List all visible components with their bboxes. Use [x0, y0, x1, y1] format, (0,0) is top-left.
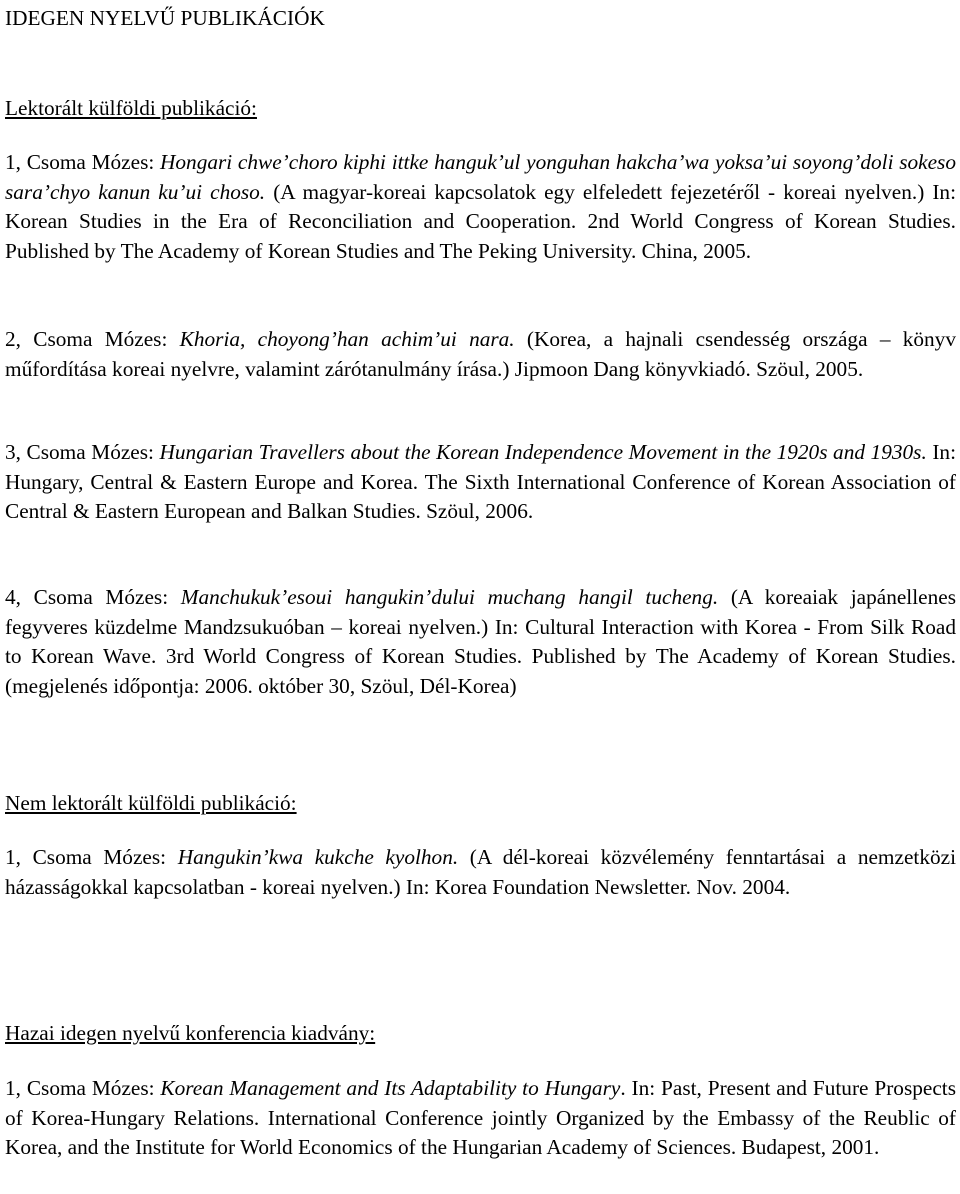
entry-work-title: Hongari chwe’choro kiphi ittke hanguk’ul yonguhan hakcha’wa yoksa’ui soyong’doli sokeso sara’chyo kanun ku’ui choso.: [5, 150, 956, 204]
entry-work-title: Korean Management and Its Adaptability to Hungary: [160, 1076, 621, 1100]
section-heading-nonreviewed-foreign: Nem lektorált külföldi publikáció:: [5, 791, 297, 815]
publication-entry: [5, 325, 956, 384]
section-heading-reviewed-foreign: Lektorált külföldi publikáció:: [5, 96, 257, 120]
publication-entry: [5, 843, 956, 902]
entry-author: 4, Csoma Mózes:: [5, 585, 181, 609]
entry-work-title: Hangukin’kwa kukche kyolhon.: [177, 845, 459, 869]
section-heading-domestic-conference: Hazai idegen nyelvű konferencia kiadvány:: [5, 1021, 376, 1045]
entry-details: (Korea, a hajnali csendesség országa – könyv műfordítása koreai nyelvre, valamint zárótanulmány írása.) Jipmoon Dang könyvkiadó. Szöul, 2005.: [5, 327, 956, 381]
publication-entry: [5, 148, 956, 266]
entry-author: 1, Csoma Mózes:: [5, 845, 178, 869]
publication-entry: [5, 583, 956, 701]
entry-details: (A magyar-koreai kapcsolatok egy elfeledett fejezetéről - koreai nyelven.) In: Korean Studies in the Era of Reconciliation and Cooperation. 2nd World Congress of Korean Studies. Published by The Academy of Korean Studies and The Peking University. China, 2005.: [5, 179, 956, 263]
entry-author: 1, Csoma Mózes:: [5, 1076, 161, 1100]
entry-details: (A koreaiak japánellenes fegyveres küzdelme Mandzsukuóban – koreai nyelven.) In: Cultural Interaction with Korea - From Silk Road to Korean Wave. 3rd World Congress of Korean Studies. Published by The Academy of Korean Studies. (megjelenés időpontja: 2006. október 30, Szöul, Dél-Korea): [5, 585, 956, 698]
document-title: IDEGEN NYELVŰ PUBLIKÁCIÓK: [5, 6, 325, 30]
entry-work-title: Manchukuk’esoui hangukin’dului muchang hangil tucheng.: [180, 585, 719, 609]
publication-entry: [5, 1074, 956, 1163]
entry-author: 3, Csoma Mózes:: [5, 440, 160, 464]
entry-details: In: Hungary, Central & Eastern Europe and Korea. The Sixth International Conference of Korean Association of Central & Eastern European and Balkan Studies. Szöul, 2006.: [5, 440, 956, 523]
entry-work-title: Khoria, choyong’han achim’ui nara.: [179, 327, 515, 351]
entry-details: . In: Past, Present and Future Prospects of Korea-Hungary Relations. International Conference jointly Organized by the Embassy of the Reublic of Korea, and the Institute for World Economics of the Hungarian Academy of Sciences. Budapest, 2001.: [5, 1076, 956, 1159]
entry-details: (A dél-koreai közvélemény fenntartásai a nemzetközi házasságokkal kapcsolatban - koreai nyelven.) In: Korea Foundation Newsletter. Nov. 2004.: [5, 845, 956, 899]
entry-work-title: Hungarian Travellers about the Korean Independence Movement in the 1920s and 1930s.: [159, 440, 927, 464]
entry-author: 2, Csoma Mózes:: [5, 327, 180, 351]
publication-entry: [5, 438, 956, 527]
entry-author: 1, Csoma Mózes:: [5, 150, 161, 174]
